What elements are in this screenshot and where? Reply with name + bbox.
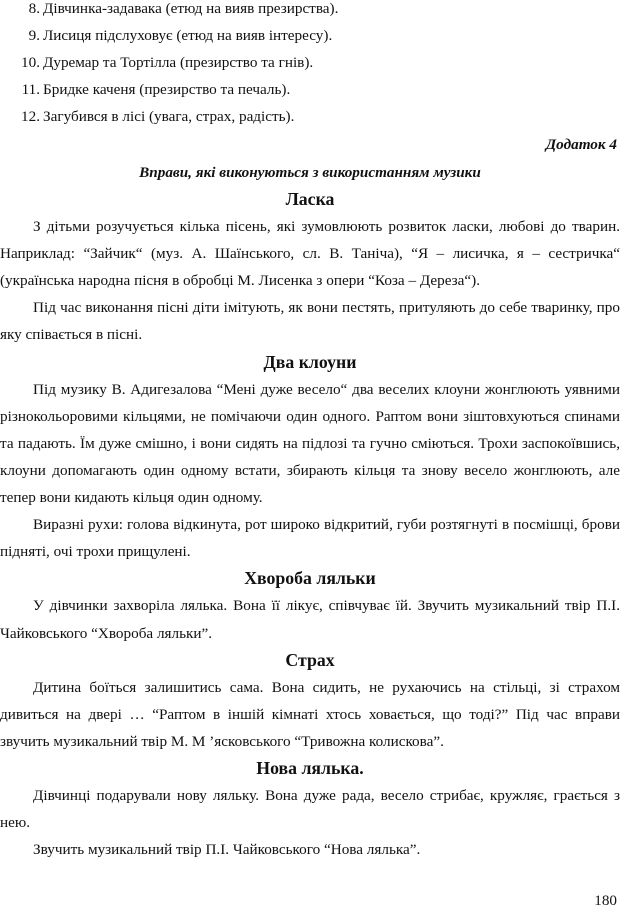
exercise-title-laska: Ласка [285,189,335,209]
paragraph: Під музику В. Адигезалова “Мені дуже весело“ два веселих клоуни жонглюють уявними різнокольоровими кільцями, не помічаючи один одного. Раптом вони зіштовхуються спинами та падають. Їм дуже смішно, і вони сидять на підлозі та гучно сміються. Трохи заспокоївшись, клоуни допомагають один одному встати, збирають кільця та знову весело жонглюють, але тепер вони кидають кільця один одному. [0,380,620,507]
exercise-title-new-doll: Нова лялька. [256,757,364,778]
page-number: 180 [594,892,617,909]
list-item [0,76,620,103]
list-item-text: Дуремар та Тортілла (презирство та гнів). [43,54,314,72]
list-item [0,49,620,76]
paragraph: У дівчинки захворіла лялька. Вона її лікує, співчуває їй. Звучить музикальний твір П.І. Чайковського “Хвороба ляльки”. [0,597,620,642]
list-item-number: 8. [28,0,40,17]
list-item [0,103,620,130]
paragraph: Звучить музикальний твір П.І. Чайковського “Нова лялька”. [33,841,421,859]
list-item-text: Дівчинка-задавака (етюд на вияв презирства). [43,0,339,17]
list-item-number: 9. [28,27,40,45]
list-item-number: 10. [21,54,40,72]
paragraph: Виразні рухи: голова відкинута, рот широко відкритий, губи розтягнуті в посмішці, брови підняті, очі трохи прищулені. [0,516,620,561]
exercise-title-two-clowns: Два клоуни [263,351,357,372]
paragraph: З дітьми розучується кілька пісень, які зумовлюють розвиток ласки, любові до тварин. Наприклад: “Зайчик“ (муз. А. Шаїнського, сл. В. Таніча), “Я – лисичка, я – сестричка“ (українська народна пісня в обробці М. Лисенка з опери “Коза – Дереза“). [0,218,620,290]
appendix-label: Додаток 4 [545,136,617,153]
exercise-title-fear: Страх [285,649,335,670]
list-item [0,22,620,49]
paragraph: Під час виконання пісні діти імітують, як вони пестять, притуляють до себе тваринку, про яку співається в пісні. [0,299,620,344]
list-item-text: Бридке каченя (презирство та печаль). [43,81,291,99]
list-item-text: Загубився в лісі (увага, страх, радість). [43,108,295,126]
list-item-number: 11. [21,81,40,99]
paragraph: Дитина боїться залишитись сама. Вона сидить, не рухаючись на стільці, зі страхом дивиться на двері … “Раптом в іншій кімнаті хтось ховається, що тоді?” Під час вправи звучить музикальний твір М. М ’ясковського “Тривожна колискова”. [0,678,620,750]
section-title: Вправи, які виконуються з використанням музики [139,164,481,181]
etude-list [0,0,620,130]
paragraph: Дівчинці подарували нову ляльку. Вона дуже рада, весело стрибає, кружляє, грається з нею. [0,787,620,832]
exercise-title-doll-illness: Хвороба ляльки [244,568,376,589]
list-item [0,0,620,22]
list-item-text: Лисиця підслуховує (етюд на вияв інтересу). [43,27,333,45]
exercises-content [0,186,620,863]
list-item-number: 12. [21,108,40,126]
